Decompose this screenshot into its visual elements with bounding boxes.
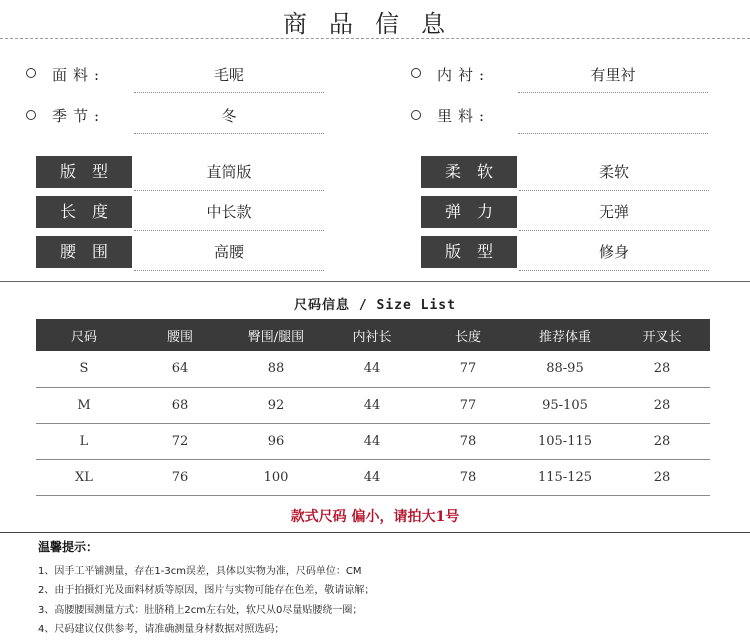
spec-underline xyxy=(134,230,324,231)
table-cell: M xyxy=(36,387,132,423)
footer-divider xyxy=(0,532,750,533)
table-cell: 44 xyxy=(324,351,420,387)
spec-label: 版型 xyxy=(36,156,132,188)
table-cell: 115-125 xyxy=(516,459,614,495)
spec-underline xyxy=(134,190,324,191)
attr-inner-underline xyxy=(518,133,708,134)
table-row xyxy=(36,423,710,459)
tip-item: 3、高腰腰围测量方式：肚脐稍上2cm左右处，软尺从0尽量贴腰绕一圈； xyxy=(38,605,363,616)
attr-lining-value: 有里衬 xyxy=(590,66,636,84)
spec-value: 中长款 xyxy=(206,203,252,221)
spec-label: 柔软 xyxy=(421,156,517,188)
page-title: 商品信息 xyxy=(283,10,467,38)
spec-underline xyxy=(134,270,324,271)
attr-season-underline xyxy=(134,133,324,134)
spec-underline xyxy=(519,270,709,271)
attr-lining-underline xyxy=(518,92,708,93)
table-cell: 78 xyxy=(420,423,516,459)
size-col-header: 推荐体重 xyxy=(516,319,614,351)
section-divider xyxy=(0,281,750,282)
table-cell: 88-95 xyxy=(516,351,614,387)
attr-fabric-value: 毛呢 xyxy=(213,66,244,84)
circle-bullet-icon xyxy=(411,110,421,120)
attr-fabric-label: 面料: xyxy=(52,66,106,84)
table-row xyxy=(36,387,710,423)
table-cell: L xyxy=(36,423,132,459)
size-table xyxy=(36,319,710,496)
size-table-header xyxy=(36,319,710,351)
spec-label: 长度 xyxy=(36,196,132,228)
table-cell: 100 xyxy=(228,459,324,495)
table-cell: 44 xyxy=(324,387,420,423)
table-cell: 64 xyxy=(132,351,228,387)
table-cell: 28 xyxy=(614,459,710,495)
table-cell: 72 xyxy=(132,423,228,459)
circle-bullet-icon xyxy=(26,110,36,120)
table-row xyxy=(36,351,710,387)
table-cell: 78 xyxy=(420,459,516,495)
attr-fabric-underline xyxy=(134,92,324,93)
spec-label: 腰围 xyxy=(36,236,132,268)
attr-season-value: 冬 xyxy=(221,107,237,125)
tip-item: 1、因手工平铺测量，存在1-3cm误差，具体以实物为准，尺码单位：CM xyxy=(38,566,362,577)
spec-value: 柔软 xyxy=(598,163,629,181)
attr-lining-label: 内衬: xyxy=(437,66,491,84)
size-col-header: 腰围 xyxy=(132,319,228,351)
table-row xyxy=(36,459,710,495)
table-cell: S xyxy=(36,351,132,387)
table-cell: 44 xyxy=(324,423,420,459)
size-col-header: 长度 xyxy=(420,319,516,351)
table-cell: 92 xyxy=(228,387,324,423)
attr-season-label: 季节: xyxy=(52,107,106,125)
table-cell: 96 xyxy=(228,423,324,459)
attr-inner-label: 里料: xyxy=(437,107,491,125)
title-divider xyxy=(0,38,750,39)
size-list-heading: 尺码信息 / Size List xyxy=(294,298,456,313)
size-col-header: 内衬长 xyxy=(324,319,420,351)
spec-underline xyxy=(519,230,709,231)
size-advice-note: 款式尺码 偏小，请拍大1号 xyxy=(290,509,460,525)
table-cell: 28 xyxy=(614,387,710,423)
table-cell: 44 xyxy=(324,459,420,495)
table-cell: 76 xyxy=(132,459,228,495)
table-cell: 68 xyxy=(132,387,228,423)
table-cell: XL xyxy=(36,459,132,495)
table-cell: 105-115 xyxy=(516,423,614,459)
table-cell: 28 xyxy=(614,351,710,387)
spec-underline xyxy=(519,190,709,191)
spec-value: 修身 xyxy=(598,243,629,261)
circle-bullet-icon xyxy=(26,68,36,78)
table-cell: 95-105 xyxy=(516,387,614,423)
spec-value: 无弹 xyxy=(598,203,629,221)
spec-value: 高腰 xyxy=(213,243,244,261)
tip-item: 2、由于拍摄灯光及面料材质等原因，图片与实物可能存在色差，敬请谅解； xyxy=(38,585,375,596)
spec-label: 版型 xyxy=(421,236,517,268)
tip-item: 4、尺码建议仅供参考，请准确测量身材数据对照选码； xyxy=(38,624,285,635)
circle-bullet-icon xyxy=(411,68,421,78)
size-col-header: 开叉长 xyxy=(614,319,710,351)
spec-value: 直筒版 xyxy=(206,163,252,181)
table-cell: 88 xyxy=(228,351,324,387)
table-cell: 77 xyxy=(420,387,516,423)
size-col-header: 臀围/腿围 xyxy=(228,319,324,351)
tips-title: 温馨提示： xyxy=(38,540,99,554)
table-cell: 77 xyxy=(420,351,516,387)
table-cell: 28 xyxy=(614,423,710,459)
size-col-header: 尺码 xyxy=(36,319,132,351)
spec-label: 弹力 xyxy=(421,196,517,228)
